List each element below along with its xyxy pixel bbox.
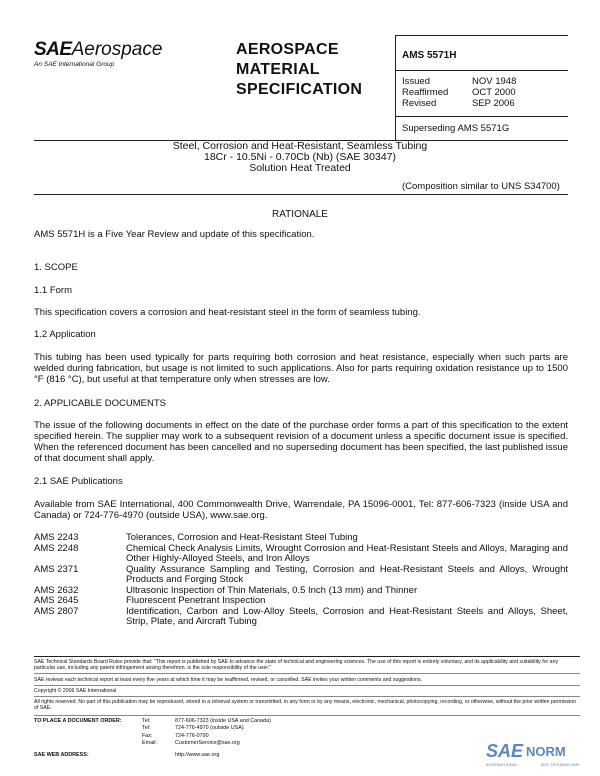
ref-desc: Fluorescent Penetrant Inspection: [126, 595, 266, 606]
list-item: [34, 544, 568, 565]
ref-desc: Tolerances, Corrosion and Heat-Resistant Steel Tubing: [126, 532, 358, 543]
footer-rule: [34, 685, 580, 686]
header-rule: [395, 70, 568, 71]
composition-note: (Composition similar to UNS S34700): [402, 181, 560, 192]
header-divider: [395, 35, 396, 140]
footer-rules-note: SAE Technical Standards Board Rules provide that: "This report is published by SAE to advance the state of technical and engineering sciences. The use of this report is entirely voluntary, and its applicability and suitability for any particular use, including any patent infringement arising therefrom, is the sole responsibility of the user.": [34, 659, 559, 672]
ref-id: AMS 2645: [34, 595, 79, 606]
section-application-text: This tubing has been used typically for parts requiring both corrosion and heat resistance, especially when such parts are welded during fabrication, but usage is not limited to such applications. Also for parts requiring oxidation resistance up to 1500 °F (816 °C), but useful at that temperature only when stresses are low.: [34, 352, 568, 385]
contact-row: [34, 725, 271, 732]
subject-line: 18Cr - 10.5Ni - 0.70Cb (Nb) (SAE 30347): [204, 151, 396, 163]
subject-line: Steel, Corrosion and Heat-Resistant, Seamless Tubing: [172, 140, 428, 152]
contact-row: [34, 740, 271, 747]
subject-rule: [34, 194, 568, 195]
web-link[interactable]: http://www.sae.org: [175, 752, 220, 758]
section-form-heading: 1.1 Form: [34, 285, 73, 296]
date-row-issued: [402, 76, 516, 87]
list-item: [34, 596, 568, 607]
document-type-title: [236, 40, 362, 100]
contact-label: Email:: [142, 740, 157, 747]
footer-rule: [34, 656, 580, 657]
contact-value[interactable]: 724-776-4970 (outside USA): [175, 725, 244, 732]
web-label: SAE WEB ADDRESS:: [34, 752, 89, 758]
list-item: [34, 565, 568, 586]
date-block: [402, 76, 516, 109]
title-line: AEROSPACE: [236, 41, 339, 58]
section-application-heading: 1.2 Application: [34, 329, 96, 340]
date-value: NOV 1948: [472, 76, 517, 87]
sae-norm-watermark: [486, 740, 586, 770]
title-line: MATERIAL: [236, 61, 320, 78]
watermark-sae: SAE: [486, 741, 524, 761]
date-label: Revised: [402, 98, 437, 109]
footer-rule: [34, 673, 580, 674]
ref-desc: Chemical Check Analysis Limits, Wrought Corrosion and Heat-Resistant Steels and Alloys, Maraging and Other Highly-Alloyed Steels, and Iron Alloys: [126, 542, 568, 564]
date-label: Reaffirmed: [402, 87, 449, 98]
section-sae-publications-text: Available from SAE International, 400 Commonwealth Drive, Warrendale, PA 15096-0001, Tel: 877-606-7323 (inside USA and Canada) or 724-776-4970 (outside USA), www.sae.org.: [34, 499, 568, 521]
logo-tagline: An SAE International Group: [34, 61, 115, 68]
date-row-reaffirmed: [402, 87, 516, 98]
subject-block: [0, 141, 600, 174]
ref-desc: Identification, Carbon and Low-Alloy Steels, Corrosion and Heat-Resistant Steels and Alloys, Sheet, Strip, Plate, and Aircraft Tubing: [126, 605, 568, 627]
header-rule: [395, 35, 568, 36]
date-value: SEP 2006: [472, 98, 515, 109]
section-sae-publications-heading: 2.1 SAE Publications: [34, 476, 123, 487]
date-value: OCT 2000: [472, 87, 516, 98]
list-item: [34, 586, 568, 597]
rationale-heading: RATIONALE: [272, 209, 328, 220]
ref-id: AMS 2807: [34, 605, 79, 617]
contact-label: Tel:: [142, 725, 151, 732]
order-contacts: [34, 718, 271, 748]
watermark-sub: INTERNATIONAL: [486, 762, 518, 767]
contact-value[interactable]: 877-606-7323 (inside USA and Canada): [175, 718, 271, 724]
logo-aerospace-text: Aerospace: [71, 39, 163, 60]
ref-id: AMS 2248: [34, 542, 79, 554]
contact-row: [34, 733, 271, 740]
logo-sae-text: SAE: [34, 39, 72, 60]
date-row-revised: [402, 98, 516, 109]
footer-copyright: Copyright © 2006 SAE International: [34, 688, 117, 694]
list-item: [34, 533, 568, 544]
document-number: AMS 5571H: [402, 50, 457, 61]
reference-list: [34, 533, 568, 628]
watermark-norm: NORM: [526, 744, 566, 759]
section-documents-heading: 2. APPLICABLE DOCUMENTS: [34, 398, 166, 409]
title-line: SPECIFICATION: [236, 81, 363, 98]
footer-rule: [34, 696, 580, 697]
section-documents-text: The issue of the following documents in effect on the date of the purchase order forms a part of this specification to the extent specified herein. The supplier may work to a subsequent revision of a document unless a specific document issue is specified. When the referenced document has been cancelled and no superseding document has been specified, the last published issue of that document shall apply.: [34, 420, 568, 464]
header-rule: [395, 116, 568, 117]
ref-id: AMS 2371: [34, 563, 79, 575]
superseding-note: Superseding AMS 5571G: [402, 123, 510, 134]
contact-label: Fax:: [142, 732, 153, 739]
date-label: Issued: [402, 76, 430, 87]
contact-label: Tel:: [142, 718, 151, 724]
order-label: TO PLACE A DOCUMENT ORDER:: [34, 718, 122, 724]
web-address-row: [34, 752, 219, 758]
footer-rights: All rights reserved. No part of this publication may be reproduced, stored in a retrieval system or transmitted, in any form or by any means, electronic, mechanical, photocopying, recording, or otherwise, without the prior written permission of SAE.: [34, 699, 577, 712]
ref-id: AMS 2243: [34, 532, 79, 543]
ref-id: AMS 2632: [34, 584, 79, 596]
footer-review-note: SAE reviews each technical report at least every five years at which time it may be reaffirmed, revised, or cancelled. SAE invites your written comments and suggestions.: [34, 677, 422, 683]
contact-row: [34, 718, 271, 725]
footer-rule: [34, 715, 580, 716]
rationale-text: AMS 5571H is a Five Year Review and update of this specification.: [34, 229, 315, 240]
watermark-sub: ВСЕ ТЕХНИЧЕСКИЕ: [541, 762, 580, 767]
ref-desc: Quality Assurance Sampling and Testing, Corrosion and Heat-Resistant Steels and Alloys, Wrought Products and Forging Stock: [126, 563, 568, 585]
section-form-text: This specification covers a corrosion and heat-resistant steel in the form of seamless tubing.: [34, 307, 421, 318]
sae-aerospace-logo: [34, 40, 214, 68]
subject-line: Solution Heat Treated: [249, 162, 351, 174]
email-link[interactable]: CustomerService@sae.org: [175, 740, 240, 747]
ref-desc: Ultrasonic Inspection of Thin Materials, 0.5 Inch (13 mm) and Thinner: [126, 584, 418, 596]
contact-value[interactable]: 724-776-0790: [175, 732, 209, 739]
list-item: [34, 607, 568, 628]
section-scope-heading: 1. SCOPE: [34, 262, 78, 273]
